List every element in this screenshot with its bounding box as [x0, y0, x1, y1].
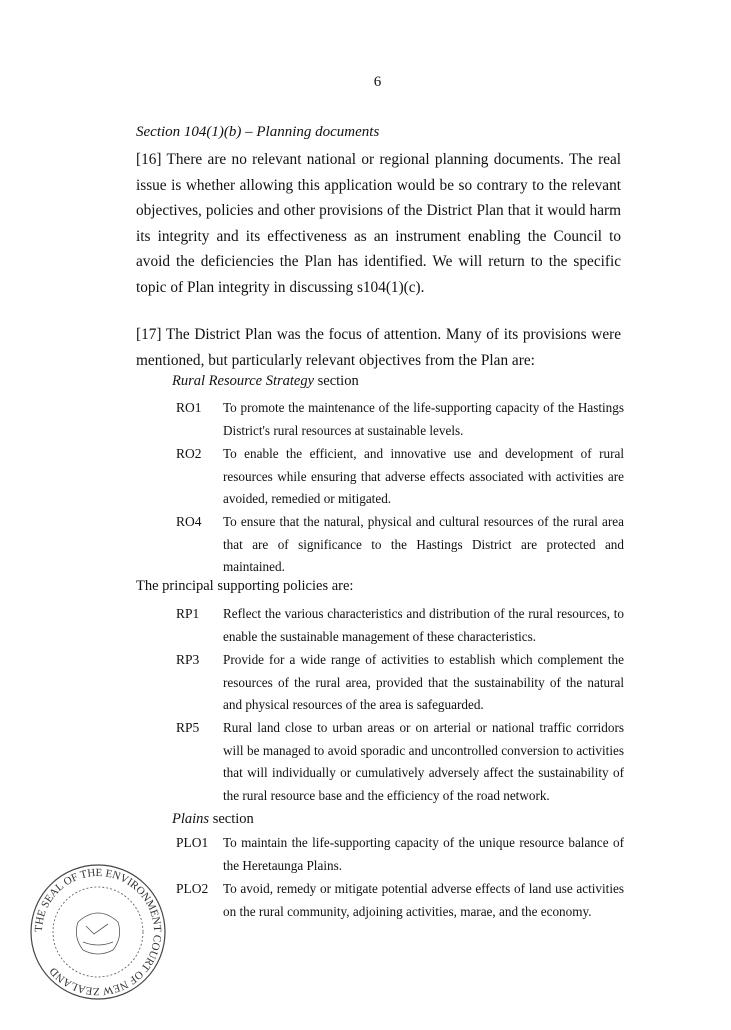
- objective-plo1: [176, 832, 624, 877]
- policy-code: RP5: [176, 720, 200, 735]
- plains-heading-rest: section: [209, 811, 254, 827]
- policy-rp3: [176, 649, 624, 717]
- seal-inner-ring: [53, 887, 143, 977]
- objective-code: RO4: [176, 514, 202, 529]
- court-seal-stamp: [28, 862, 168, 1002]
- objective-code: PLO2: [176, 881, 209, 896]
- objective-text: To enable the efficient, and innovative use and development of rural resources while ensuring that adverse effects associated with activities are avoided, remedied or mitigated.: [223, 446, 624, 506]
- objective-code: PLO1: [176, 835, 209, 850]
- plains-heading-italic: Plains: [172, 811, 210, 827]
- objective-ro2: [176, 443, 624, 511]
- policy-rp1: [176, 603, 624, 648]
- objective-code: RO2: [176, 446, 202, 461]
- seal-outer-ring: [31, 865, 165, 999]
- rural-heading-rest: section: [314, 373, 359, 389]
- seal-emblem: [76, 913, 119, 954]
- objective-text: To promote the maintenance of the life-supporting capacity of the Hastings District's rural resources at sustainable levels.: [223, 400, 624, 438]
- objective-text: To ensure that the natural, physical and cultural resources of the rural area that are of significance to the Hastings District are protected and maintained.: [223, 514, 624, 574]
- section-heading: Section 104(1)(b) – Planning documents: [136, 124, 380, 140]
- objective-ro4: [176, 511, 624, 579]
- objective-text: To avoid, remedy or mitigate potential adverse effects of land use activities on the rural community, adjoining activities, marae, and the economy.: [223, 881, 624, 919]
- objective-text: To maintain the life-supporting capacity of the unique resource balance of the Heretaunga Plains.: [223, 835, 624, 873]
- rural-resource-strategy-heading: [172, 373, 359, 390]
- paragraph-17: [17] The District Plan was the focus of attention. Many of its provisions were mentioned, but particularly relevant objectives from the Plan are:: [136, 326, 621, 369]
- plains-heading: [172, 811, 254, 828]
- rural-heading-italic: Rural Resource Strategy: [172, 373, 315, 389]
- policy-code: RP3: [176, 652, 200, 667]
- paragraph-16: [16] There are no relevant national or regional planning documents. The real issue is whether allowing this application would be so contrary to the relevant objectives, policies and other provisions of the District Plan that it would harm its integrity and its effectiveness as an instrument enabling the Council to avoid the deficiencies the Plan has identified. We will return to the specific topic of Plan integrity in discussing s104(1)(c).: [136, 151, 621, 296]
- policy-text: Reflect the various characteristics and distribution of the rural resources, to enable the sustainable management of these characteristics.: [223, 606, 624, 644]
- page-number: 6: [373, 74, 382, 90]
- policy-rp5: [176, 717, 624, 807]
- objective-plo2: [176, 878, 624, 923]
- policy-text: Rural land close to urban areas or on arterial or national traffic corridors will be managed to avoid sporadic and uncontrolled conversion to activities that will individually or cumulatively adversely affect the sustainability of the rural resource base and the efficiency of the road network.: [223, 720, 624, 803]
- policy-text: Provide for a wide range of activities to establish which complement the resources of the rural area, provided that the sustainability of the natural and physical resources of the area is safeguarded.: [223, 652, 624, 712]
- seal-text: THE SEAL OF THE ENVIRONMENT COURT OF NEW ZEALAND: [32, 866, 164, 998]
- objective-code: RO1: [176, 400, 202, 415]
- policies-intro: The principal supporting policies are:: [136, 578, 354, 594]
- policy-code: RP1: [176, 606, 200, 621]
- objective-ro1: [176, 397, 624, 442]
